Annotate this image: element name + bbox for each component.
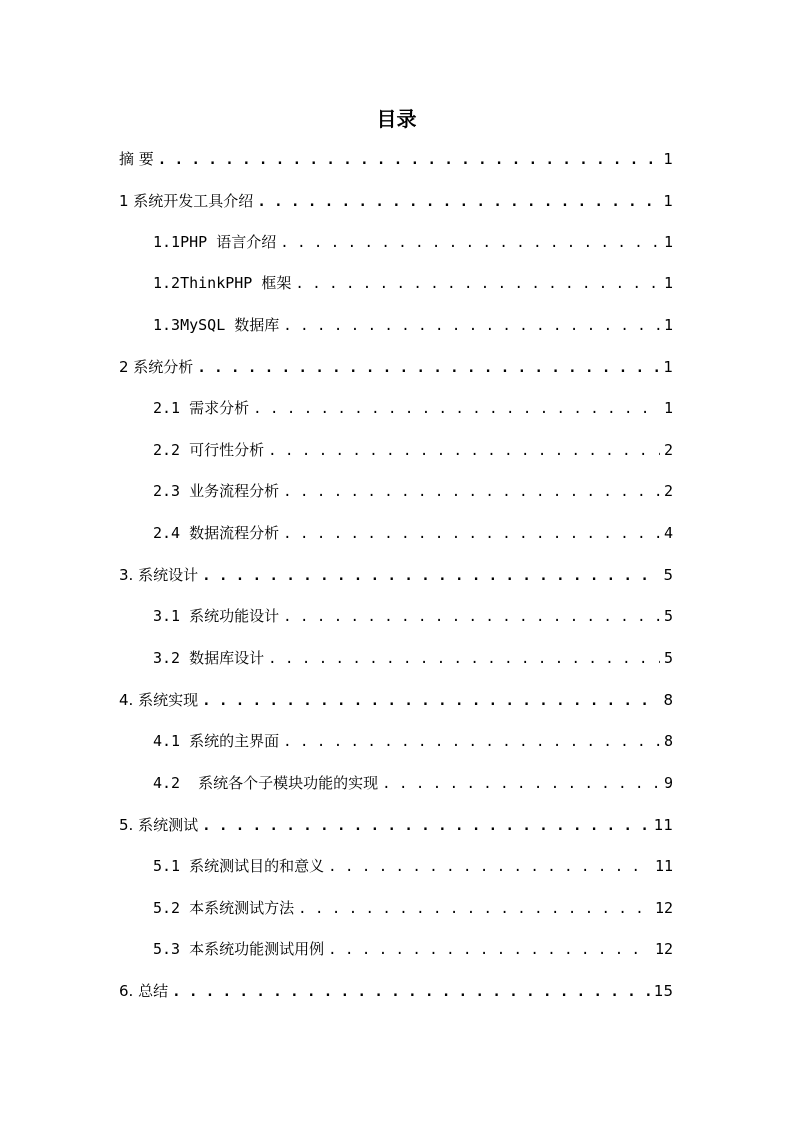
toc-entry-label: 3.2 数据库设计: [153, 649, 265, 667]
dot-leader: [283, 522, 660, 546]
dot-leader: [382, 772, 660, 796]
toc-entry-abstract[interactable]: [119, 147, 673, 171]
toc-entry-page: 2: [663, 482, 673, 500]
toc-entry-label: 摘 要: [119, 150, 154, 168]
toc-entry-1-1[interactable]: [153, 230, 673, 254]
toc-entry-page: 5: [663, 566, 673, 584]
toc-entry-chapter-2[interactable]: [119, 355, 673, 379]
toc-entry-label: 4.2 系统各个子模块功能的实现: [153, 774, 379, 792]
toc-entry-label: 1.1PHP 语言介绍: [153, 233, 277, 251]
toc-entry-chapter-1[interactable]: [119, 189, 673, 213]
dot-leader: [257, 190, 659, 214]
toc-entry-label: 4.1 系统的主界面: [153, 732, 280, 750]
dot-leader: [283, 480, 660, 504]
toc-entry-4-2[interactable]: [153, 771, 673, 795]
dot-leader: [328, 938, 651, 962]
dot-leader: [202, 564, 659, 588]
toc-entry-page: 9: [663, 774, 673, 792]
dot-leader: [298, 897, 651, 921]
toc-entry-page: 11: [654, 857, 673, 875]
dot-leader: [283, 605, 660, 629]
toc-entry-5-3[interactable]: [153, 937, 673, 961]
toc-entry-page: 12: [654, 899, 673, 917]
toc-entry-3-1[interactable]: [153, 604, 673, 628]
toc-entry-2-4[interactable]: [153, 521, 673, 545]
toc-entry-label: 6. 总结: [119, 982, 169, 1000]
toc-entry-page: 15: [653, 982, 673, 1000]
toc-entry-page: 2: [663, 441, 673, 459]
toc-entry-page: 1: [663, 399, 673, 417]
toc-entry-page: 1: [663, 274, 673, 292]
toc-entry-page: 1: [663, 150, 673, 168]
toc-entry-2-2[interactable]: [153, 438, 673, 462]
toc-entry-label: 5.3 本系统功能测试用例: [153, 940, 325, 958]
dot-leader: [268, 439, 660, 463]
toc-entry-2-1[interactable]: [153, 396, 673, 420]
toc-entry-page: 12: [654, 940, 673, 958]
toc-entry-label: 5.2 本系统测试方法: [153, 899, 295, 917]
toc-entry-chapter-4[interactable]: [119, 688, 673, 712]
toc-entry-chapter-6[interactable]: [119, 979, 673, 1003]
dot-leader: [197, 356, 659, 380]
toc-entry-4-1[interactable]: [153, 729, 673, 753]
toc-entry-page: 5: [663, 607, 673, 625]
dot-leader: [328, 855, 651, 879]
toc-entry-label: 5.1 系统测试目的和意义: [153, 857, 325, 875]
toc-entry-page: 8: [663, 691, 673, 709]
dot-leader: [202, 814, 650, 838]
toc-entry-3-2[interactable]: [153, 646, 673, 670]
toc-entry-label: 2.2 可行性分析: [153, 441, 265, 459]
dot-leader: [202, 689, 659, 713]
toc-entry-label: 3. 系统设计: [119, 566, 199, 584]
dot-leader: [172, 980, 650, 1004]
toc-entry-page: 1: [663, 316, 673, 334]
dot-leader: [283, 730, 660, 754]
toc-entry-label: 1 系统开发工具介绍: [119, 192, 254, 210]
toc-entry-label: 1.2ThinkPHP 框架: [153, 274, 292, 292]
toc-entry-5-2[interactable]: [153, 896, 673, 920]
toc-title: 目录: [376, 107, 417, 131]
dot-leader: [280, 231, 660, 255]
toc-entry-page: 11: [653, 816, 673, 834]
dot-leader: [253, 397, 660, 421]
toc-entry-1-3[interactable]: [153, 313, 673, 337]
dot-leader: [158, 148, 660, 172]
toc-entry-page: 5: [663, 649, 673, 667]
toc-entry-label: 2.1 需求分析: [153, 399, 250, 417]
toc-entry-label: 4. 系统实现: [119, 691, 199, 709]
toc-entry-page: 1: [663, 192, 673, 210]
toc-entry-chapter-5[interactable]: [119, 813, 673, 837]
toc-entry-label: 2 系统分析: [119, 358, 194, 376]
dot-leader: [268, 647, 660, 671]
toc-entry-2-3[interactable]: [153, 479, 673, 503]
toc-entry-chapter-3[interactable]: [119, 563, 673, 587]
toc-entry-label: 5. 系统测试: [119, 816, 199, 834]
toc-entry-page: 1: [663, 233, 673, 251]
toc-entry-1-2[interactable]: [153, 271, 673, 295]
toc-entry-page: 4: [663, 524, 673, 542]
toc-entry-5-1[interactable]: [153, 854, 673, 878]
dot-leader: [283, 314, 660, 338]
toc-entry-page: 8: [663, 732, 673, 750]
dot-leader: [295, 272, 660, 296]
toc-entry-label: 3.1 系统功能设计: [153, 607, 280, 625]
toc-entry-label: 2.3 业务流程分析: [153, 482, 280, 500]
toc-entry-label: 1.3MySQL 数据库: [153, 316, 280, 334]
toc-entry-label: 2.4 数据流程分析: [153, 524, 280, 542]
toc-entry-page: 1: [663, 358, 673, 376]
